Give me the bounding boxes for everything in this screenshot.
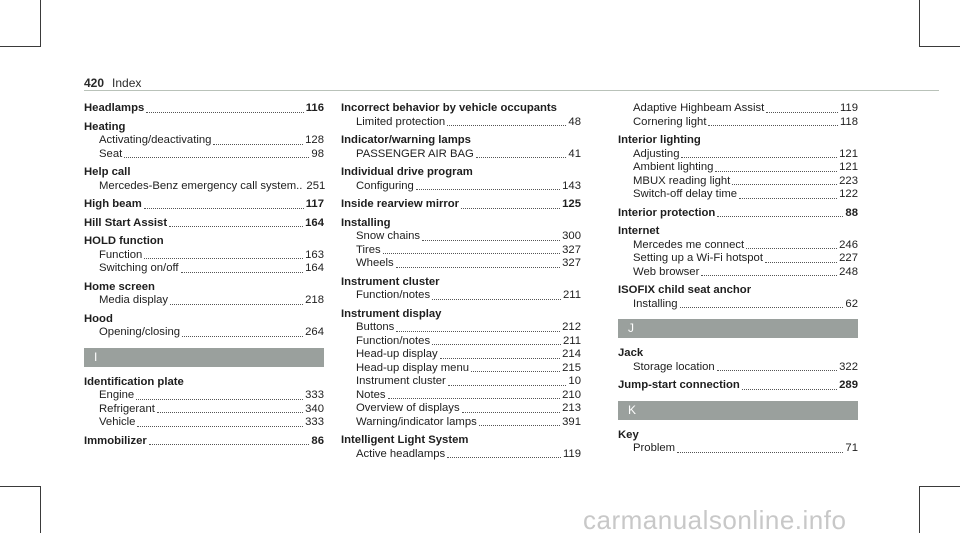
index-subentry [618,266,858,280]
entry-text: Identification plate [84,375,184,388]
entry-text: Installing [341,216,391,229]
crop-mark [40,486,41,533]
entry-text: Home screen [84,280,155,293]
entry-text: Notes [356,388,386,401]
entry-text: Instrument display [341,307,442,320]
entry-text: High beam [84,198,142,210]
section-letter-bar: K [618,401,858,420]
dot-leader [396,330,560,332]
index-entry [618,379,858,393]
entry-text: Buttons [356,321,395,333]
entry-text: Function/notes [356,334,431,347]
crop-mark [40,0,41,46]
page-reference: 119 [839,102,858,114]
index-subentry [341,389,581,403]
dot-leader [213,143,303,145]
entry-text: Jump-start connection [618,379,740,391]
page-reference: 327 [562,243,581,256]
entry-text: Active headlamps [356,447,446,460]
entry-text: Jack [618,347,644,359]
entry-text: Activating/deactivating [99,134,212,146]
index-subentry [618,298,858,312]
dot-leader [746,247,837,249]
index-subentry [341,402,581,416]
index-subentry [618,252,858,266]
entry-text: Tires [356,243,381,256]
index-subentry [618,442,858,456]
entry-text: Ambient lighting [633,161,714,173]
page-reference: 391 [562,415,581,428]
index-subentry [341,362,581,376]
dot-leader [766,111,838,113]
index-entry [618,284,858,298]
dot-leader [169,225,303,227]
index-subentry [341,335,581,349]
page-reference: 118 [839,115,858,128]
index-subentry [341,321,581,335]
page-reference: 163 [305,248,324,261]
entry-text: ISOFIX child seat anchor [618,284,752,296]
dot-leader [479,424,560,426]
page-reference: 10 [568,375,581,387]
page-reference: 164 [305,216,324,229]
dot-leader [476,156,567,158]
index-subentry [341,289,581,303]
index-column-3 [618,102,858,456]
index-subentry [84,389,324,403]
page-reference: 48 [568,115,581,128]
entry-text: Inside rearview mirror [341,198,460,210]
index-subentry [84,403,324,417]
index-subentry [341,257,581,271]
entry-text: Instrument cluster [356,375,446,387]
entry-text: Headlamps [84,102,145,114]
page-reference: 333 [305,416,324,428]
crop-mark [0,46,41,47]
dot-leader [144,257,303,259]
dot-leader [157,411,303,413]
entry-text: Interior lighting [618,134,701,146]
dot-leader [144,207,304,209]
entry-text: Head-up display [356,348,438,360]
dot-leader [765,261,837,263]
dot-leader [181,271,304,273]
entry-text: Interior protection [618,206,716,219]
entry-text: Hill Start Assist [84,216,168,229]
index-column-2 [341,102,581,461]
entry-text: Cornering light [633,115,707,128]
entry-text: Internet [618,225,660,237]
header-divider [84,90,939,91]
page-reference: 71 [845,442,858,454]
entry-text: Incorrect behavior by vehicle occupants [341,102,557,114]
page-reference: 128 [305,134,324,146]
dot-leader [677,451,843,453]
entry-text: Web browser [633,265,700,278]
entry-text: Indicator/warning lamps [341,134,471,146]
dot-leader [448,384,567,386]
dot-leader [182,335,303,337]
index-entry [84,102,324,116]
dot-leader [440,357,561,359]
dot-leader [471,370,560,372]
page-reference: 98 [311,147,324,160]
dot-leader [739,197,837,199]
index-entry [84,166,324,180]
dot-leader [732,183,837,185]
page-reference: 164 [305,262,324,274]
page-reference: 213 [562,402,581,414]
entry-text: Mercedes me connect [633,238,745,251]
index-subentry [341,244,581,258]
entry-text: Head-up display menu [356,361,470,374]
dot-leader [422,239,560,241]
index-entry [618,347,858,361]
dot-leader [388,397,561,399]
entry-text: Key [618,428,639,441]
entry-text: Opening/closing [99,326,181,338]
index-entry [341,166,581,180]
index-entry [618,225,858,239]
index-subentry [84,294,324,308]
page-reference: 227 [839,252,858,264]
entry-text: Heating [84,120,126,133]
crop-mark [0,486,41,487]
crop-mark [919,46,960,47]
page-reference: 88 [845,206,858,219]
index-subentry [341,180,581,194]
index-subentry [341,348,581,362]
dot-leader [701,274,837,276]
dot-leader [170,303,303,305]
dot-leader [136,398,303,400]
entry-text: Media display [99,294,169,306]
entry-text: Snow chains [356,230,421,242]
page-reference: 121 [839,147,858,160]
index-subentry [84,134,324,148]
entry-text: Help call [84,166,131,178]
index-subentry [84,416,324,430]
page-number: 420 [84,76,105,90]
index-entry [341,276,581,290]
entry-text: Instrument cluster [341,275,440,288]
page-reference: 116 [305,102,324,114]
index-entry [341,134,581,148]
page-reference: 117 [305,198,324,210]
page-reference: 215 [562,361,581,374]
crop-mark [919,486,920,533]
page-reference: 322 [839,360,858,373]
entry-text: Seat [99,147,123,160]
page-reference: 333 [305,389,324,401]
entry-text: Vehicle [99,416,136,428]
dot-leader [383,252,560,254]
page-reference: 218 [305,294,324,306]
index-entry [84,435,324,449]
entry-text: Refrigerant [99,402,155,415]
entry-text: Immobilizer [84,434,147,447]
page-reference: 212 [562,321,581,333]
entry-text: Function [99,248,143,261]
page-reference: 340 [305,402,324,415]
index-subentry [618,102,858,116]
page-reference: 223 [839,174,858,187]
index-entry [341,198,581,212]
crop-mark [919,0,920,46]
dot-leader [715,170,837,172]
index-subentry [618,361,858,375]
index-entry [341,308,581,322]
index-entry [618,134,858,148]
page-reference: 327 [562,257,581,269]
dot-leader [149,443,310,445]
page-reference: 86 [311,434,324,447]
dot-leader [708,124,838,126]
index-subentry [84,180,324,194]
index-entry [84,376,324,390]
section-letter-bar: I [84,348,324,367]
page-reference: 119 [562,447,581,460]
index-entry [618,429,858,443]
index-entry [341,102,581,116]
page-reference: 264 [305,326,324,338]
dot-leader [680,306,844,308]
entry-text: Intelligent Light System [341,434,469,446]
page-reference: 214 [562,348,581,360]
dot-leader [461,207,560,209]
page-reference: 211 [562,289,581,301]
index-subentry [341,116,581,130]
entry-text: Wheels [356,257,394,269]
entry-text: Mercedes-Benz emergency call system.. [99,179,303,192]
page-reference: 251 [306,179,326,192]
entry-text: Problem [633,442,676,454]
index-entry [84,121,324,135]
entry-text: Overview of displays [356,402,460,414]
page-reference: 246 [839,238,858,251]
index-subentry [341,148,581,162]
index-subentry [618,188,858,202]
entry-text: PASSENGER AIR BAG [356,147,474,160]
dot-leader [137,425,303,427]
index-entry [618,207,858,221]
page-reference: 143 [562,179,581,192]
index-subentry [618,175,858,189]
dot-leader [742,388,837,390]
index-column-1 [84,102,324,448]
page-reference: 121 [839,161,858,173]
entry-text: Storage location [633,360,715,373]
dot-leader [717,369,837,371]
index-entry [84,313,324,327]
dot-leader [462,411,561,413]
page-header [84,76,141,90]
page-reference: 125 [562,198,581,210]
index-subentry [618,148,858,162]
page-reference: 289 [839,379,858,391]
page-reference: 300 [562,230,581,242]
entry-text: Switch-off delay time [633,188,738,200]
entry-text: Limited protection [356,115,446,128]
dot-leader [124,156,309,158]
entry-text: Hood [84,312,113,325]
index-entry [84,198,324,212]
entry-text: Adjusting [633,147,680,160]
entry-text: Installing [633,297,678,310]
dot-leader [146,111,303,113]
page-title: Index [112,76,142,90]
page-reference: 122 [839,188,858,200]
index-subentry [84,249,324,263]
dot-leader [432,343,561,345]
entry-text: Switching on/off [99,262,179,274]
dot-leader [681,156,837,158]
index-entry [341,217,581,231]
entry-text: Individual drive program [341,166,473,178]
dot-leader [396,266,560,268]
index-subentry [341,230,581,244]
index-subentry [341,416,581,430]
index-subentry [341,375,581,389]
index-entry [84,217,324,231]
index-subentry [618,239,858,253]
dot-leader [447,124,566,126]
entry-text: Setting up a Wi-Fi hotspot [633,252,763,264]
dot-leader [447,456,561,458]
entry-text: Function/notes [356,289,431,301]
page-reference: 62 [845,297,858,310]
entry-text: MBUX reading light [633,174,731,187]
index-subentry [618,116,858,130]
entry-text: Adaptive Highbeam Assist [633,102,765,114]
watermark: carmanualsonline.info [583,505,847,535]
entry-text: Configuring [356,179,414,192]
index-subentry [84,326,324,340]
index-entry [84,235,324,249]
section-letter-bar: J [618,319,858,338]
index-subentry [84,262,324,276]
index-entry [341,434,581,448]
page-reference: 248 [839,265,858,278]
dot-leader [717,215,843,217]
entry-text: Engine [99,389,135,401]
crop-mark [919,486,960,487]
entry-text: HOLD function [84,235,164,247]
index-subentry [618,161,858,175]
page-reference: 41 [568,147,581,160]
page-reference: 210 [562,388,581,401]
dot-leader [416,188,560,190]
entry-text: Warning/indicator lamps [356,415,477,428]
page-reference: 211 [562,334,581,347]
index-entry [84,281,324,295]
index-subentry [341,448,581,462]
index-subentry [84,148,324,162]
dot-leader [432,298,561,300]
